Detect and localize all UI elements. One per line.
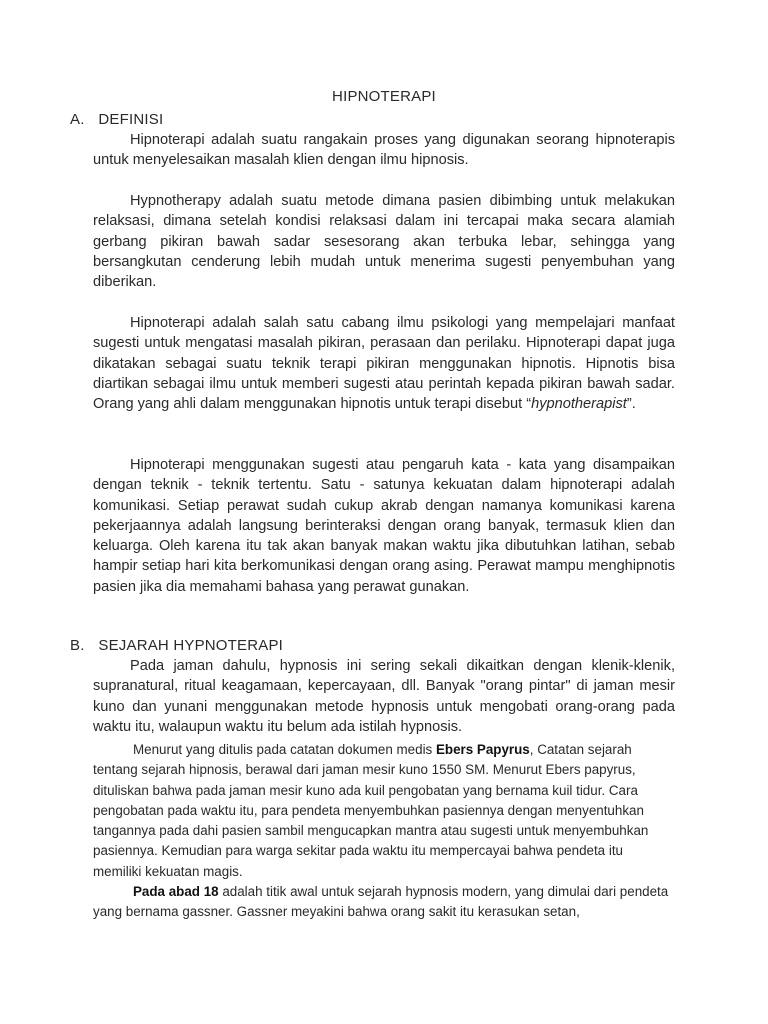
section-b-number: B. bbox=[70, 637, 85, 654]
section-a-paragraph-3 bbox=[93, 313, 675, 414]
section-b-heading bbox=[70, 637, 283, 654]
section-a-paragraph-2: Hypnotherapy adalah suatu metode dimana pasien dibimbing untuk melakukan relaksasi, dimana setelah kondisi relaksasi dalam ini tercapai maka secara alamiah gerbang pikiran bawah sadar sesesorang akan terbuka lebar, sehingga yang bersangkutan cenderung lebih mudah untuk menerima sugesti penyembuhan yang diberikan. bbox=[93, 193, 675, 291]
section-b-paragraph-3-rest: adalah titik awal untuk sejarah hypnosis modern, yang dimulai dari pendeta yang bernama gassner. Gassner meyakini bahwa orang sakit itu kerasukan setan, bbox=[93, 884, 669, 920]
section-b-paragraph-2 bbox=[93, 740, 675, 882]
section-a-paragraph-3-text: Hipnoterapi adalah salah satu cabang ilmu psikologi yang mempelajari manfaat sugesti untuk mengatasi masalah pikiran, perasaan dan perilaku. Hipnoterapi dapat juga dikatakan sebagai suatu teknik terapi pikiran menggunakan hipnotis. Hipnotis bisa diartikan sebagai ilmu untuk memberi sugesti atau perintah kepada pikiran bawah sadar. Orang yang ahli dalam menggunakan hipnotis untuk terapi disebut “ bbox=[93, 315, 675, 413]
section-b-title: SEJARAH HYPNOTERAPI bbox=[98, 637, 284, 654]
section-a-paragraph-1: Hipnoterapi adalah suatu rangakain proses yang digunakan seorang hipnoterapis untuk menyelesaikan masalah klien dengan ilmu hipnosis. bbox=[93, 132, 675, 169]
section-a-number: A. bbox=[70, 111, 85, 128]
section-a-heading bbox=[70, 111, 163, 128]
section-b-paragraph-2-rest: , Catatan sejarah tentang sejarah hipnosis, berawal dari jaman mesir kuno 1550 SM. Menurut Ebers papyrus, dituliskan bahwa pada jaman mesir kuno ada kuil pengobatan yang bernama kuil tidur. Cara pengobatan pada waktu itu, para pendeta menyembuhkan pasiennya dengan menyentuhkan tangannya pada dahi pasien sambil mengucapkan mantra atau sugesti untuk menyembuhkan pasiennya. Kemudian para warga sekitar pada waktu itu mempercayai bahwa pendeta itu memiliki kekuatan magis. bbox=[93, 742, 649, 879]
section-a-paragraph-3-end: ”. bbox=[626, 396, 636, 413]
section-b-paragraph-1: Pada jaman dahulu, hypnosis ini sering sekali dikaitkan dengan klenik-klenik, supranatural, ritual keagamaan, kepercayaan, dll. Banyak "orang pintar" di jaman mesir kuno dan yunani menggunakan metode hypnosis untuk mengobati orang-orang pada waktu itu, walaupun waktu itu belum ada istilah hypnosis. bbox=[93, 658, 675, 735]
ebers-papyrus-term: Ebers Papyrus bbox=[435, 742, 530, 757]
section-a-paragraph-4: Hipnoterapi menggunakan sugesti atau pengaruh kata - kata yang disampaikan dengan teknik - teknik tertentu. Satu - satunya kekuatan dalam hipnoterapi adalah komunikasi. Setiap perawat sudah cukup akrab dengan namanya komunikasi karena pekerjaannya adalah langsung berinteraksi dengan orang banyak, termasuk klien dan keluarga. Oleh karena itu tak akan banyak makan waktu jika dibutuhkan latihan, sebab hampir setiap hari kita berkomunikasi dengan orang asing. Perawat mampu menghipnotis pasien jika dia memahami bahasa yang perawat gunakan. bbox=[93, 457, 675, 595]
document-title: HIPNOTERAPI bbox=[332, 88, 436, 105]
section-b-paragraph-2-start: Menurut yang ditulis pada catatan dokumen medis bbox=[133, 742, 436, 757]
section-b-paragraph-3 bbox=[93, 882, 675, 923]
section-a-title: DEFINISI bbox=[98, 111, 164, 128]
abad-18-term: Pada abad 18 bbox=[133, 884, 219, 899]
hypnotherapist-term: hypnotherapist bbox=[531, 396, 627, 413]
